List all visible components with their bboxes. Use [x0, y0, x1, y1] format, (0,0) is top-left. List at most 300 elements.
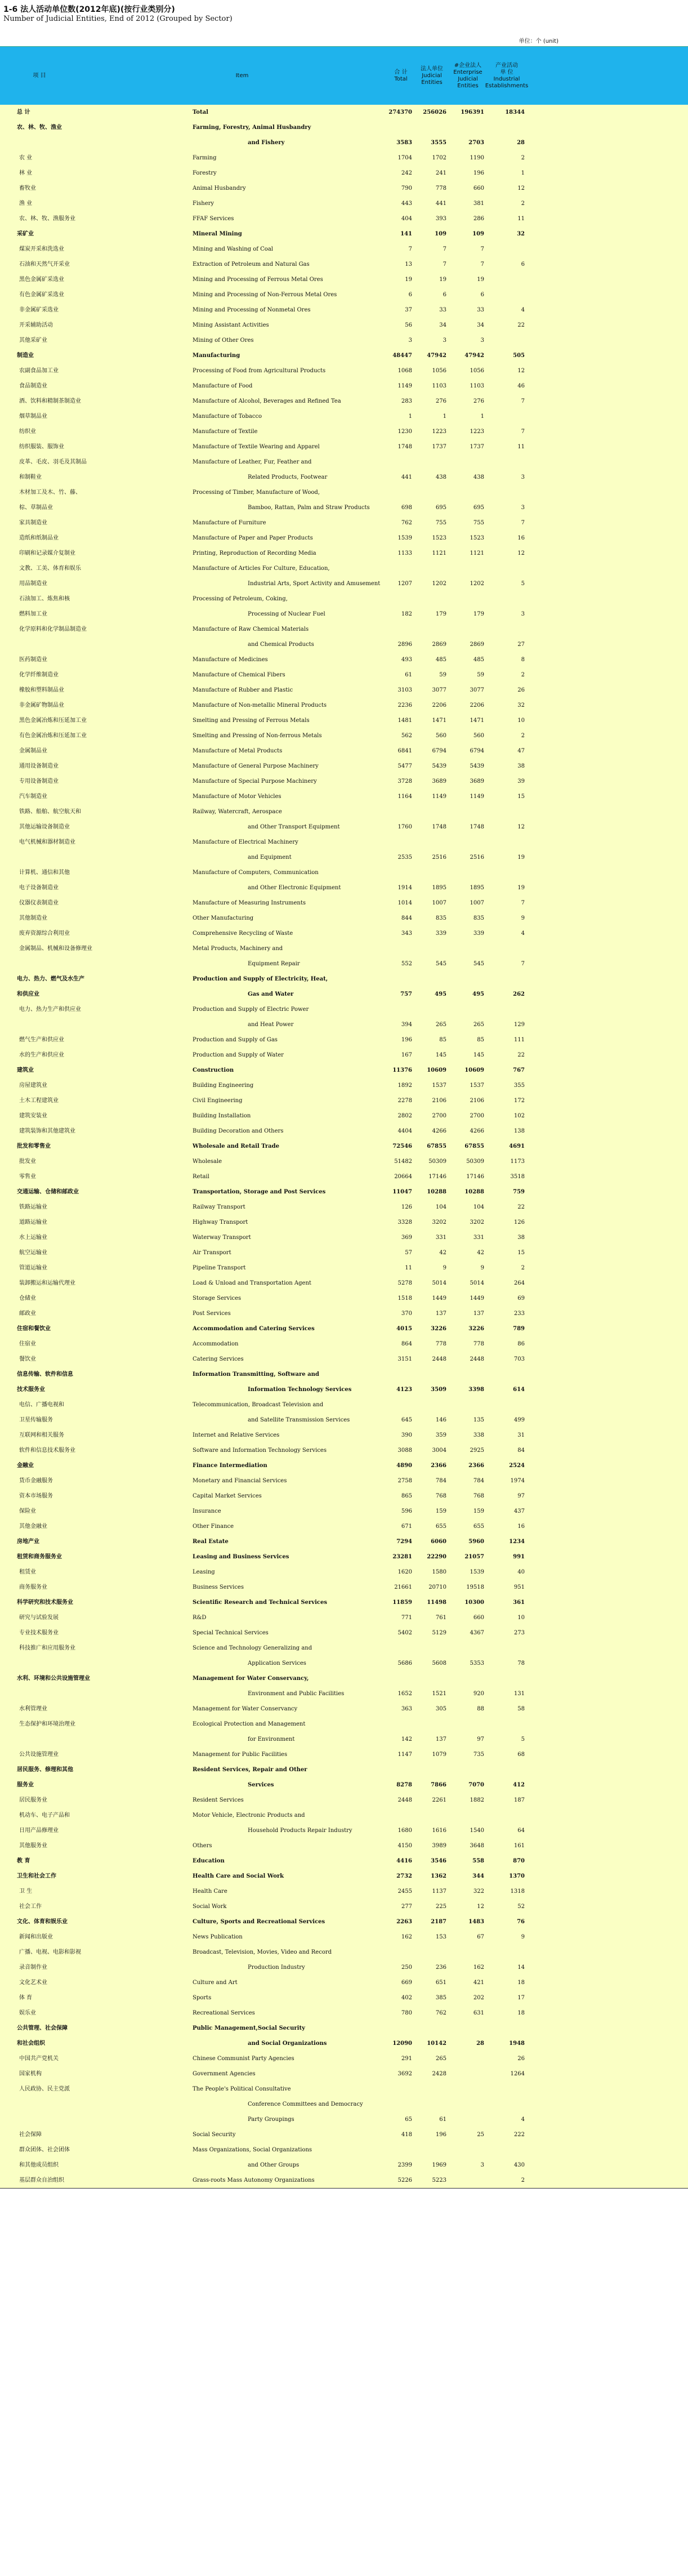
row-label-zh: 汽车制造业	[19, 794, 47, 800]
row-label-zh: 卫生和社会工作	[17, 1873, 56, 1879]
row-label-en: Processing of Timber, Manufacture of Wood,	[193, 489, 320, 496]
row-label-en: Telecommunication, Broadcast Television and	[193, 1402, 324, 1408]
cell-total: 1	[408, 413, 412, 420]
cell-total: 1230	[397, 429, 412, 435]
row-label-zh: 货币金融服务	[19, 1478, 53, 1484]
row-label-zh: 专业技术服务业	[19, 1630, 59, 1636]
cell-total: 865	[401, 1493, 412, 1499]
cell-enterprise-entities: 3202	[470, 1219, 484, 1225]
cell-total: 11	[405, 1265, 412, 1271]
cell-enterprise-entities: 558	[472, 1858, 484, 1864]
cell-enterprise-entities: 768	[473, 1493, 484, 1499]
cell-total: 162	[401, 1934, 412, 1940]
row-label-en: Storage Services	[193, 1295, 242, 1302]
row-label-en: Management for Water Conservancy,	[193, 1675, 309, 1682]
cell-judicial-entities: 2428	[432, 2071, 446, 2077]
cell-total: 11047	[392, 1189, 412, 1195]
table-row	[0, 1793, 688, 1808]
cell-industrial-establishments: 951	[513, 1584, 525, 1590]
cell-industrial-establishments: 3	[521, 474, 525, 480]
cell-judicial-entities: 85	[439, 1037, 446, 1043]
row-label-zh: 废弃资源综合利用业	[19, 930, 70, 937]
row-label-en: Manufacture of Textile	[193, 429, 258, 435]
header-item-en: Item	[235, 73, 249, 79]
row-label-en: Others	[193, 1843, 212, 1849]
table-row	[0, 713, 688, 728]
row-label-en: Health Care	[193, 1888, 227, 1895]
cell-total: 6841	[397, 748, 412, 754]
table-row	[0, 378, 688, 394]
table-title-chinese: 1-6 法人活动单位数(2012年底)(按行业类别分)	[3, 5, 175, 14]
table-row	[0, 1488, 688, 1504]
row-label-en: Metal Products, Machinery and	[193, 946, 283, 952]
row-label-en: Forestry	[193, 170, 217, 176]
cell-enterprise-entities: 159	[473, 1508, 484, 1514]
row-label-zh: 水的生产和供应业	[19, 1052, 64, 1058]
table-row	[0, 1184, 688, 1200]
row-label-zh: 建筑装饰和其他建筑业	[19, 1128, 75, 1134]
cell-industrial-establishments: 4	[521, 2116, 525, 2123]
row-label-zh: 公共管理、社会保障	[17, 2025, 68, 2031]
row-label-en: FFAF Services	[193, 216, 234, 222]
row-label-zh: 电子设备制造业	[19, 885, 59, 891]
cell-judicial-entities: 385	[435, 1995, 446, 2001]
row-label-zh: 租赁和商务服务业	[17, 1554, 62, 1560]
row-label-zh: 计算机、通信和其他	[19, 870, 70, 876]
cell-total: 552	[401, 961, 412, 967]
cell-judicial-entities: 10288	[427, 1189, 446, 1195]
row-label-zh: 总 计	[17, 109, 30, 115]
cell-total: 1207	[397, 581, 412, 587]
row-label-zh: 装卸搬运和运输代理业	[19, 1280, 75, 1286]
cell-enterprise-entities: 3689	[470, 778, 484, 785]
cell-enterprise-entities: 196391	[461, 109, 484, 115]
row-label-zh: 住宿和餐饮业	[17, 1326, 51, 1332]
row-label-zh: 住宿业	[19, 1341, 36, 1347]
table-header	[0, 46, 688, 106]
row-label-zh: 金属制品、机械和设备修理业	[19, 946, 92, 952]
row-label-zh: 专用设备制造业	[19, 778, 59, 785]
cell-industrial-establishments: 222	[513, 2132, 525, 2138]
table-row	[0, 1899, 688, 1914]
row-label-zh: 非金属矿采选业	[19, 307, 59, 313]
cell-total: 418	[401, 2132, 412, 2138]
table-row	[0, 698, 688, 713]
cell-enterprise-entities: 162	[473, 1964, 484, 1971]
table-row	[0, 1276, 688, 1291]
cell-industrial-establishments: 9	[521, 1934, 525, 1940]
cell-industrial-establishments: 870	[513, 1858, 525, 1864]
row-label-zh: 化学原料和化学制品制造业	[19, 626, 87, 632]
row-label-zh: 信息传输、软件和信息	[17, 1371, 73, 1378]
cell-industrial-establishments: 505	[513, 353, 525, 359]
table-row	[0, 728, 688, 743]
row-label-en: Culture and Art	[193, 1980, 238, 1986]
cell-industrial-establishments: 38	[517, 1234, 525, 1241]
table-row	[0, 1412, 688, 1428]
table-row	[0, 2066, 688, 2082]
row-label-en: Monetary and Financial Services	[193, 1478, 287, 1484]
row-label-zh: 金融业	[17, 1463, 34, 1469]
row-label-en: Conference Committees and Democracy	[248, 2101, 363, 2107]
cell-judicial-entities: 22290	[427, 1554, 446, 1560]
row-label-zh: 技术服务业	[17, 1387, 45, 1393]
cell-judicial-entities: 137	[435, 1311, 446, 1317]
cell-total: 274370	[388, 109, 412, 115]
cell-total: 23281	[392, 1554, 412, 1560]
header-enterprise-entities: #企业法人 Enterprise Judicial Entities	[453, 63, 483, 89]
cell-total: 11376	[392, 1067, 412, 1073]
cell-enterprise-entities: 145	[473, 1052, 484, 1058]
table-row	[0, 1428, 688, 1443]
cell-total: 1133	[397, 550, 412, 556]
table-row	[0, 1017, 688, 1032]
row-label-zh: 纺织业	[19, 429, 36, 435]
table-row	[0, 1777, 688, 1793]
table-row	[0, 1580, 688, 1595]
row-label-zh: 研究与试验发展	[19, 1615, 59, 1621]
cell-total: 13	[405, 261, 412, 268]
row-label-en: Manufacturing	[193, 353, 240, 359]
table-row	[0, 500, 688, 515]
row-label-zh: 电力、热力生产和供应业	[19, 1006, 81, 1013]
row-label-zh: 用品制造业	[19, 581, 47, 587]
cell-judicial-entities: 1969	[432, 2162, 446, 2168]
cell-enterprise-entities: 1121	[470, 550, 484, 556]
cell-industrial-establishments: 12	[517, 368, 525, 374]
row-label-zh: 石油加工、炼焦和核	[19, 596, 70, 602]
cell-total: 441	[401, 474, 412, 480]
row-label-en: Insurance	[193, 1508, 221, 1514]
table-row	[0, 2005, 688, 2021]
cell-total: 19	[405, 277, 412, 283]
row-label-en: Manufacture of Alcohol, Beverages and Refined Tea	[193, 398, 341, 404]
cell-total: 1014	[397, 900, 412, 906]
table-row	[0, 1808, 688, 1823]
cell-enterprise-entities: 276	[473, 398, 484, 404]
cell-industrial-establishments: 430	[513, 2162, 525, 2168]
cell-total: 2448	[397, 1797, 412, 1803]
cell-enterprise-entities: 21057	[464, 1554, 484, 1560]
row-label-zh: 保险业	[19, 1508, 36, 1514]
cell-industrial-establishments: 437	[513, 1508, 525, 1514]
cell-enterprise-entities: 338	[473, 1432, 484, 1438]
cell-judicial-entities: 9	[443, 1265, 446, 1271]
table-row	[0, 743, 688, 759]
row-label-en: Gas and Water	[248, 991, 294, 997]
table-row	[0, 1321, 688, 1336]
cell-industrial-establishments: 7	[521, 900, 525, 906]
row-label-zh: 其他制造业	[19, 915, 47, 921]
row-label-zh: 和社会组织	[17, 2040, 45, 2047]
table-row	[0, 667, 688, 683]
row-label-en: News Publication	[193, 1934, 243, 1940]
row-label-zh: 文化艺术业	[19, 1980, 47, 1986]
cell-total: 370	[401, 1311, 412, 1317]
row-label-en: Manufacture of Articles For Culture, Education,	[193, 565, 330, 572]
cell-judicial-entities: 33	[439, 307, 446, 313]
cell-industrial-establishments: 4691	[509, 1143, 525, 1149]
cell-total: 167	[401, 1052, 412, 1058]
row-label-en: Mining Assistant Activities	[193, 322, 269, 328]
row-label-en: Railway, Watercraft, Aerospace	[193, 809, 282, 815]
row-label-en: and Fishery	[248, 140, 285, 146]
row-label-en: Animal Husbandry	[193, 185, 246, 191]
row-label-en: Mass Organizations, Social Organizations	[193, 2147, 312, 2153]
row-label-zh: 通用设备制造业	[19, 763, 59, 769]
row-label-zh: 有色金属矿采选业	[19, 292, 64, 298]
row-label-zh: 造纸和纸制品业	[19, 535, 59, 541]
table-row	[0, 576, 688, 591]
cell-total: 1704	[397, 155, 412, 161]
cell-judicial-entities: 2366	[431, 1463, 446, 1469]
table-row	[0, 880, 688, 895]
cell-industrial-establishments: 4	[521, 307, 525, 313]
table-row	[0, 1960, 688, 1975]
cell-industrial-establishments: 1	[521, 170, 525, 176]
cell-judicial-entities: 3509	[431, 1387, 446, 1393]
cell-judicial-entities: 59	[439, 672, 446, 678]
row-label-en: and Other Groups	[248, 2162, 300, 2168]
table-row	[0, 1306, 688, 1321]
row-label-en: Health Care and Social Work	[193, 1873, 284, 1879]
table-row	[0, 1473, 688, 1488]
table-row	[0, 2127, 688, 2142]
row-label-en: Mining and Processing of Nonmetal Ores	[193, 307, 311, 313]
cell-total: 4150	[397, 1843, 412, 1849]
cell-enterprise-entities: 137	[473, 1311, 484, 1317]
cell-total: 864	[401, 1341, 412, 1347]
cell-enterprise-entities: 1007	[470, 900, 484, 906]
table-row	[0, 1291, 688, 1306]
row-label-en: Waterway Transport	[193, 1234, 251, 1241]
table-row	[0, 1124, 688, 1139]
table-row	[0, 561, 688, 576]
row-label-en: Load & Unload and Transportation Agent	[193, 1280, 311, 1286]
row-label-zh: 群众团体、社会团体	[19, 2147, 70, 2153]
cell-enterprise-entities: 2925	[470, 1447, 484, 1454]
cell-enterprise-entities: 5439	[470, 763, 484, 769]
cell-industrial-establishments: 47	[517, 748, 525, 754]
table-row	[0, 1504, 688, 1519]
cell-judicial-entities: 5014	[432, 1280, 446, 1286]
table-row	[0, 987, 688, 1002]
cell-enterprise-entities: 10288	[464, 1189, 484, 1195]
cell-enterprise-entities: 286	[473, 216, 484, 222]
row-label-en: Processing of Food from Agricultural Products	[193, 368, 326, 374]
cell-total: 5477	[397, 763, 412, 769]
cell-total: 390	[401, 1432, 412, 1438]
row-label-en: Resident Services, Repair and Other	[193, 1767, 307, 1773]
cell-judicial-entities: 1079	[432, 1751, 446, 1758]
cell-industrial-establishments: 1948	[509, 2040, 525, 2047]
row-label-zh: 仓储业	[19, 1295, 36, 1302]
cell-judicial-entities: 784	[435, 1478, 446, 1484]
cell-enterprise-entities: 485	[473, 657, 484, 663]
row-label-zh: 服务业	[17, 1782, 34, 1788]
cell-industrial-establishments: 15	[517, 1250, 525, 1256]
row-label-en: Processing of Nuclear Fuel	[248, 611, 325, 617]
cell-enterprise-entities: 3077	[470, 687, 484, 693]
cell-total: 645	[401, 1417, 412, 1423]
cell-industrial-establishments: 1318	[510, 1888, 525, 1895]
row-label-en: Manufacture of Motor Vehicles	[193, 794, 282, 800]
row-label-zh: 非金属矿物制品业	[19, 702, 64, 708]
cell-enterprise-entities: 344	[472, 1873, 484, 1879]
table-row	[0, 485, 688, 500]
table-row	[0, 759, 688, 774]
cell-judicial-entities: 393	[435, 216, 446, 222]
row-label-zh: 食品制造业	[19, 383, 47, 389]
row-label-zh: 餐饮业	[19, 1356, 36, 1362]
row-label-en: The People's Political Consultative	[193, 2086, 291, 2092]
table-row	[0, 1762, 688, 1777]
row-label-en: Social Security	[193, 2132, 236, 2138]
cell-enterprise-entities: 7	[480, 261, 484, 268]
cell-enterprise-entities: 1449	[470, 1295, 484, 1302]
table-row	[0, 181, 688, 196]
table-title-english: Number of Judicial Entities, End of 2012 (Grouped by Sector)	[3, 15, 233, 23]
row-label-zh: 制造业	[17, 353, 34, 359]
table-row	[0, 1565, 688, 1580]
table-row	[0, 272, 688, 287]
table-row	[0, 2112, 688, 2127]
cell-industrial-establishments: 2	[521, 155, 525, 161]
table-row	[0, 1352, 688, 1367]
cell-judicial-entities: 109	[435, 231, 446, 237]
cell-judicial-entities: 67855	[427, 1143, 446, 1149]
row-label-en: Highway Transport	[193, 1219, 248, 1225]
cell-judicial-entities: 331	[435, 1234, 446, 1241]
cell-judicial-entities: 1362	[431, 1873, 446, 1879]
table-row	[0, 1169, 688, 1184]
cell-judicial-entities: 1056	[432, 368, 446, 374]
table-row	[0, 1063, 688, 1078]
table-row	[0, 1078, 688, 1093]
cell-industrial-establishments: 2524	[509, 1463, 525, 1469]
row-label-zh: 黑色金属矿采选业	[19, 277, 64, 283]
row-label-zh: 电气机械和器材制造业	[19, 839, 75, 845]
row-label-en: Smelting and Pressing of Non-ferrous Metals	[193, 733, 322, 739]
row-label-en: Manufacture of Tobacco	[193, 413, 262, 420]
cell-total: 1892	[397, 1082, 412, 1089]
table-row	[0, 1853, 688, 1869]
cell-enterprise-entities: 1737	[470, 444, 484, 450]
header-item-zh: 项 目	[33, 73, 46, 79]
cell-judicial-entities: 3	[443, 337, 446, 344]
table-row	[0, 1519, 688, 1534]
cell-industrial-establishments: 7	[521, 398, 525, 404]
table-row	[0, 1200, 688, 1215]
row-label-zh: 煤炭开采和洗选业	[19, 246, 64, 252]
table-row	[0, 1945, 688, 1960]
cell-industrial-establishments: 69	[517, 1295, 525, 1302]
cell-total: 51482	[394, 1158, 412, 1165]
cell-industrial-establishments: 129	[513, 1022, 525, 1028]
cell-industrial-establishments: 26	[517, 2056, 525, 2062]
cell-enterprise-entities: 265	[473, 1022, 484, 1028]
cell-judicial-entities: 4266	[432, 1128, 446, 1134]
table-row	[0, 1595, 688, 1610]
row-label-zh: 居民服务、修理和其他	[17, 1767, 73, 1773]
cell-judicial-entities: 5129	[432, 1630, 446, 1636]
cell-total: 2802	[397, 1113, 412, 1119]
row-label-en: Grass-roots Mass Autonomy Organizations	[193, 2177, 315, 2183]
row-label-en: Production and Supply of Water	[193, 1052, 284, 1058]
table-row	[0, 439, 688, 454]
cell-industrial-establishments: 7	[521, 520, 525, 526]
row-label-en: Building Decoration and Others	[193, 1128, 284, 1134]
table-row	[0, 424, 688, 439]
cell-industrial-establishments: 11	[517, 444, 525, 450]
cell-judicial-entities: 20710	[428, 1584, 446, 1590]
cell-enterprise-entities: 109	[472, 231, 484, 237]
row-label-en: Other Finance	[193, 1523, 234, 1530]
row-label-en: Manufacture of Metal Products	[193, 748, 283, 754]
cell-total: 2399	[397, 2162, 412, 2168]
table-row	[0, 591, 688, 607]
cell-industrial-establishments: 9	[521, 915, 525, 921]
cell-industrial-establishments: 12	[517, 185, 525, 191]
row-label-zh: 木材加工及木、竹、藤、	[19, 489, 81, 496]
table-row	[0, 1884, 688, 1899]
row-label-en: Farming	[193, 155, 217, 161]
cell-total: 3103	[397, 687, 412, 693]
cell-total: 142	[401, 1736, 412, 1742]
row-label-zh: 房地产业	[17, 1539, 39, 1545]
cell-total: 72546	[392, 1143, 412, 1149]
row-label-en: Wholesale	[193, 1158, 222, 1165]
cell-industrial-establishments: 27	[517, 641, 525, 648]
table-row	[0, 1443, 688, 1458]
row-label-zh: 其他运输设备制造业	[19, 824, 70, 830]
cell-judicial-entities: 3546	[431, 1858, 446, 1864]
row-label-en: Chinese Communist Party Agencies	[193, 2056, 294, 2062]
row-label-en: Extraction of Petroleum and Natural Gas	[193, 261, 310, 268]
table-row	[0, 1671, 688, 1686]
row-label-zh: 电力、热力、燃气及水生产	[17, 976, 84, 982]
row-label-zh: 商务服务业	[19, 1584, 47, 1590]
table-row	[0, 1215, 688, 1230]
cell-judicial-entities: 768	[435, 1493, 446, 1499]
row-label-en: Total	[193, 109, 208, 115]
row-label-zh: 铁路运输业	[19, 1204, 47, 1210]
cell-total: 4416	[396, 1858, 412, 1864]
cell-enterprise-entities: 47942	[464, 353, 484, 359]
cell-industrial-establishments: 8	[521, 657, 525, 663]
cell-total: 4015	[396, 1326, 412, 1332]
row-label-zh: 化学纤维制造业	[19, 672, 59, 678]
cell-total: 2455	[397, 1888, 412, 1895]
row-label-en: Real Estate	[193, 1539, 229, 1545]
cell-enterprise-entities: 331	[473, 1234, 484, 1241]
row-label-en: Post Services	[193, 1311, 231, 1317]
cell-total: 3328	[397, 1219, 412, 1225]
row-label-en: Pipeline Transport	[193, 1265, 246, 1271]
cell-enterprise-entities: 42	[477, 1250, 484, 1256]
cell-judicial-entities: 1223	[432, 429, 446, 435]
cell-total: 844	[401, 915, 412, 921]
table-row	[0, 956, 688, 971]
cell-total: 11859	[392, 1599, 412, 1606]
cell-total: 1760	[397, 824, 412, 830]
table-row	[0, 1701, 688, 1717]
table-row	[0, 1458, 688, 1473]
cell-industrial-establishments: 126	[513, 1219, 525, 1225]
cell-enterprise-entities: 33	[477, 307, 484, 313]
cell-total: 2896	[397, 641, 412, 648]
cell-enterprise-entities: 920	[473, 1691, 484, 1697]
